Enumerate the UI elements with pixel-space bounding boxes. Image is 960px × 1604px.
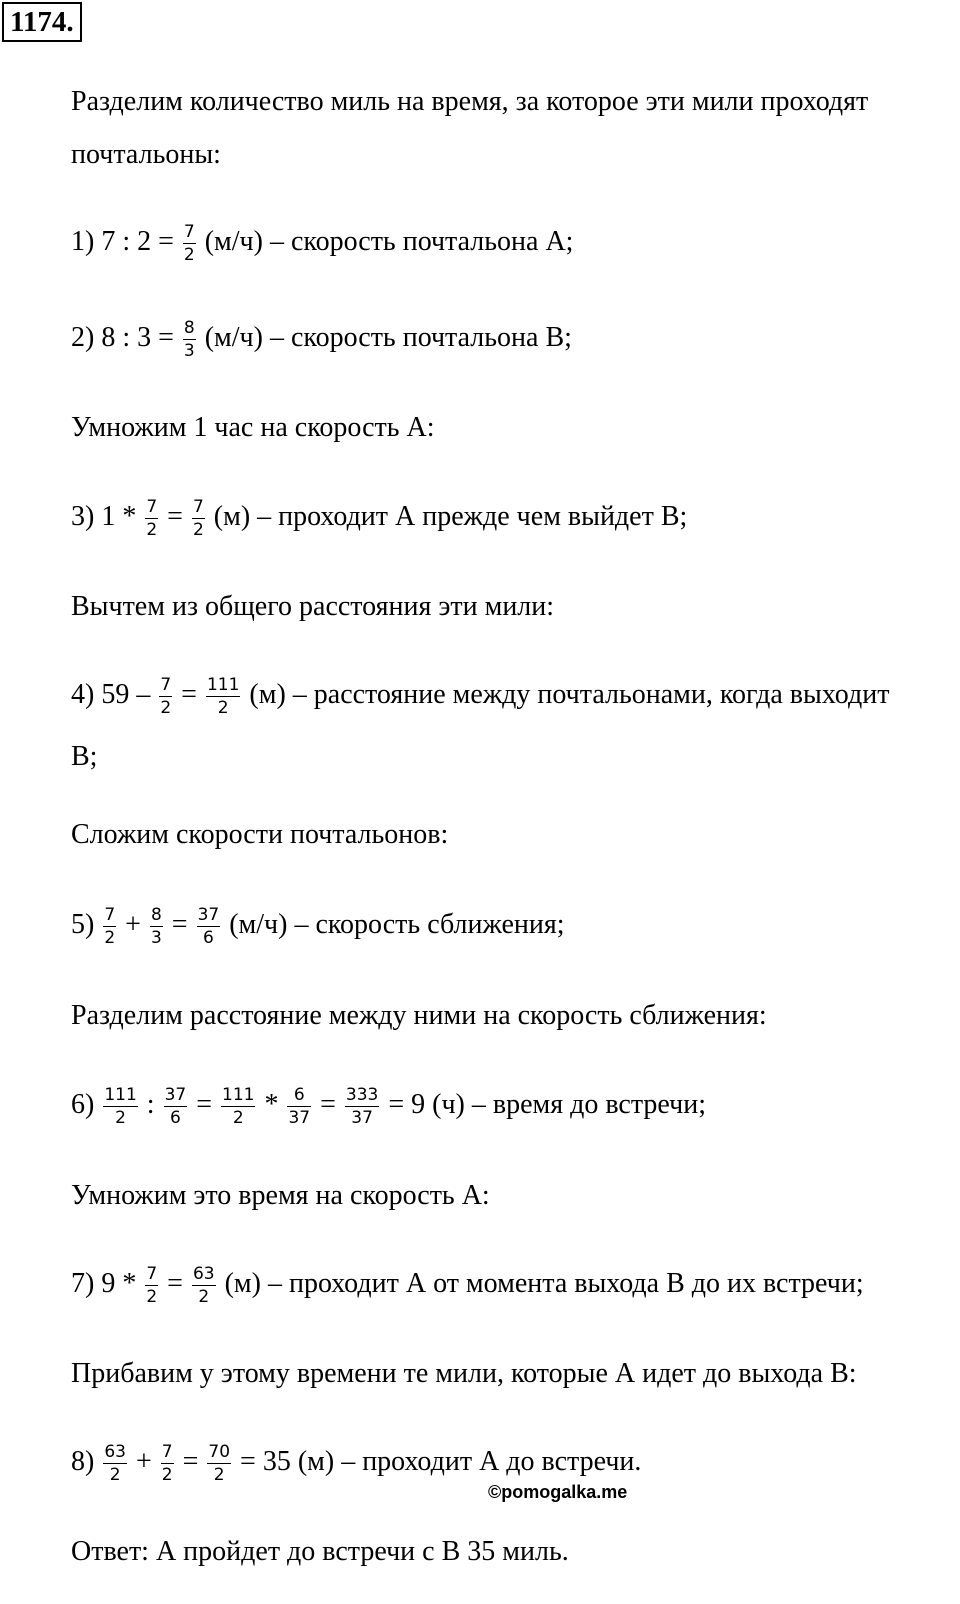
fraction: $\frac{7}{2}$ — [192, 496, 204, 540]
fraction: $\frac{111}{2}$ — [206, 674, 240, 718]
operator: + — [135, 1446, 152, 1477]
operator: = — [167, 501, 183, 532]
step-suffix: = 9 (ч) – время до встречи; — [388, 1089, 706, 1120]
step-suffix: (м) – проходит А прежде чем выйдет В; — [213, 501, 688, 532]
fraction: $\frac{7}{2}$ — [183, 221, 195, 265]
step-prefix: 7) 9 * — [71, 1268, 137, 1299]
step-prefix: 1) 7 : 2 = — [71, 226, 174, 257]
operator: : — [146, 1089, 155, 1120]
step-suffix: = 35 (м) – проходит А до встречи. — [240, 1446, 642, 1477]
fraction: $\frac{63}{2}$ — [192, 1263, 215, 1307]
text-4: Вычтем из общего расстояния эти мили: — [71, 591, 555, 622]
step-prefix: 6) — [71, 1089, 95, 1120]
operator: = — [167, 1268, 183, 1299]
intro-text: Разделим количество миль на время, за которое эти мили проходят — [71, 86, 869, 117]
step-suffix: (м) – проходит А от момента выхода В до их встречи; — [224, 1268, 864, 1299]
step-2 — [71, 317, 572, 361]
step-suffix: (м/ч) – скорость почтальона В; — [204, 322, 572, 353]
text-3: Умножим 1 час на скорость А: — [71, 412, 435, 443]
step-6 — [71, 1084, 706, 1128]
step-prefix: 4) 59 – — [71, 679, 151, 710]
step-4-cont: В; — [71, 741, 98, 772]
intro-text-cont: почтальоны: — [71, 139, 221, 170]
operator: = — [320, 1089, 336, 1120]
fraction: $\frac{37}{6}$ — [164, 1084, 187, 1128]
fraction: $\frac{37}{6}$ — [197, 904, 220, 948]
step-suffix: (м) – расстояние между почтальонами, когда выходит — [249, 679, 890, 710]
fraction: $\frac{7}{2}$ — [146, 496, 158, 540]
operator: = — [196, 1089, 212, 1120]
step-5 — [71, 904, 565, 948]
step-4 — [71, 674, 890, 718]
operator: * — [264, 1089, 279, 1120]
step-prefix: 2) 8 : 3 = — [71, 322, 174, 353]
text-7: Умножим это время на скорость А: — [71, 1180, 490, 1211]
operator: = — [182, 1446, 199, 1477]
step-prefix: 3) 1 * — [71, 501, 137, 532]
step-prefix: 5) — [71, 909, 95, 940]
step-suffix: (м/ч) – скорость сближения; — [229, 909, 565, 940]
fraction: $\frac{6}{37}$ — [288, 1084, 311, 1128]
fraction: $\frac{111}{2}$ — [222, 1084, 255, 1128]
operator: + — [125, 909, 141, 940]
fraction: $\frac{63}{2}$ — [104, 1441, 126, 1485]
fraction: $\frac{70}{2}$ — [208, 1441, 231, 1485]
text-8: Прибавим у этому времени те мили, которые А идет до выхода В: — [71, 1358, 857, 1389]
watermark: ©pomogalka.me — [488, 1482, 628, 1502]
step-suffix: (м/ч) – скорость почтальона А; — [204, 226, 574, 257]
step-1 — [71, 221, 574, 265]
fraction: $\frac{111}{2}$ — [104, 1084, 137, 1128]
operator: = — [181, 679, 197, 710]
fraction: $\frac{7}{2}$ — [161, 1441, 173, 1485]
answer: Ответ: А пройдет до встречи с В 35 миль. — [71, 1536, 569, 1567]
fraction: $\frac{8}{3}$ — [183, 317, 195, 361]
fraction: $\frac{7}{2}$ — [160, 674, 172, 718]
fraction: $\frac{7}{2}$ — [104, 904, 116, 948]
text-5: Сложим скорости почтальонов: — [71, 819, 449, 850]
fraction: $\frac{333}{37}$ — [345, 1084, 379, 1128]
step-3 — [71, 496, 688, 540]
fraction: $\frac{7}{2}$ — [146, 1263, 158, 1307]
task-number: 1174. — [2, 2, 82, 42]
step-prefix: 8) — [71, 1446, 95, 1477]
step-8 — [71, 1441, 642, 1485]
operator: = — [171, 909, 188, 940]
step-7 — [71, 1263, 864, 1307]
text-6: Разделим расстояние между ними на скорость сближения: — [71, 1000, 767, 1031]
fraction: $\frac{8}{3}$ — [150, 904, 162, 948]
